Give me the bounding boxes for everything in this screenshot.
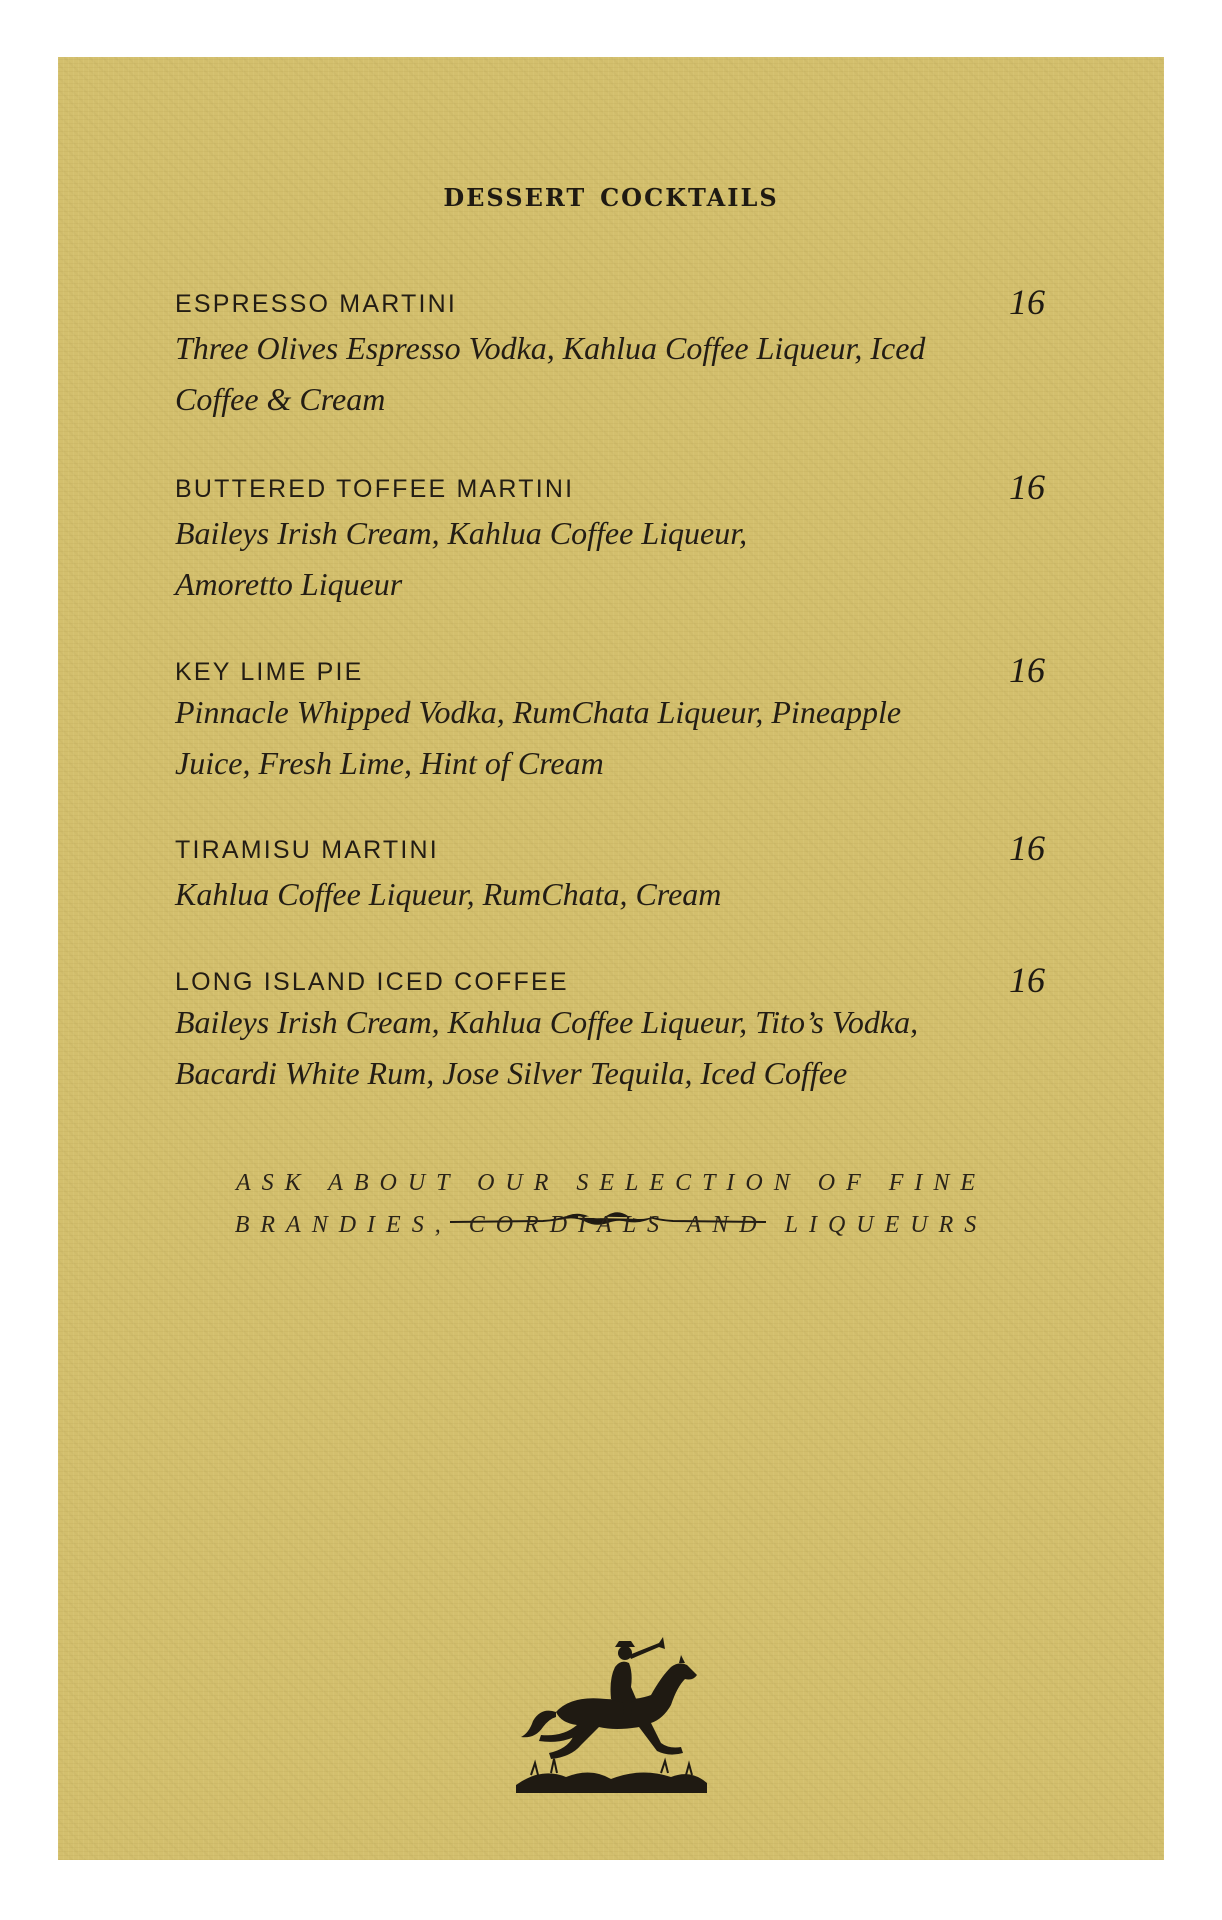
footer-line: ASK ABOUT OUR SELECTION OF FINE — [235, 1170, 987, 1196]
item-price: 16 — [1009, 467, 1045, 507]
menu-item-buttered-toffee-martini — [175, 467, 1045, 610]
item-description-line: Three Olives Espresso Vodka, Kahlua Coffee Liqueur, Iced — [175, 330, 926, 366]
item-price: 16 — [1009, 960, 1045, 1000]
item-description-line: Coffee & Cream — [175, 381, 386, 417]
item-description-line: Juice, Fresh Lime, Hint of Cream — [175, 745, 604, 781]
item-name: ESPRESSO MARTINI — [175, 290, 458, 318]
item-name: KEY LIME PIE — [175, 658, 364, 686]
item-description-line: Bacardi White Rum, Jose Silver Tequila, Iced Coffee — [175, 1055, 848, 1091]
menu-page — [58, 57, 1164, 1860]
item-description — [175, 323, 1035, 425]
item-description-line: Kahlua Coffee Liqueur, RumChata, Cream — [175, 876, 722, 912]
horse-rider-trumpet-icon — [511, 1617, 711, 1797]
menu-item-tiramisu-martini — [175, 828, 1045, 920]
item-name: TIRAMISU MARTINI — [175, 836, 439, 864]
item-description — [175, 869, 1035, 920]
item-description — [175, 687, 1035, 789]
menu-item-long-island-iced-coffee — [175, 960, 1045, 1099]
item-price: 16 — [1009, 650, 1045, 690]
item-name: LONG ISLAND ICED COFFEE — [175, 968, 569, 996]
item-description-line: Amoretto Liqueur — [175, 566, 403, 602]
item-description-line: Pinnacle Whipped Vodka, RumChata Liqueur, Pineapple — [175, 694, 902, 730]
item-description — [175, 508, 1035, 610]
item-price: 16 — [1009, 828, 1045, 868]
menu-item-key-lime-pie — [175, 650, 1045, 789]
menu-title: dessert cocktails — [443, 175, 779, 215]
footer-line: BRANDIES, CORDIALS AND LIQUEURS — [234, 1212, 988, 1238]
menu-item-espresso-martini — [175, 282, 1045, 425]
item-price: 16 — [1009, 282, 1045, 322]
item-description — [175, 997, 1035, 1099]
item-name: BUTTERED TOFFEE MARTINI — [175, 475, 575, 503]
item-description-line: Baileys Irish Cream, Kahlua Coffee Liqueur, — [175, 515, 748, 551]
item-description-line: Baileys Irish Cream, Kahlua Coffee Liqueur, Tito’s Vodka, — [175, 1004, 919, 1040]
